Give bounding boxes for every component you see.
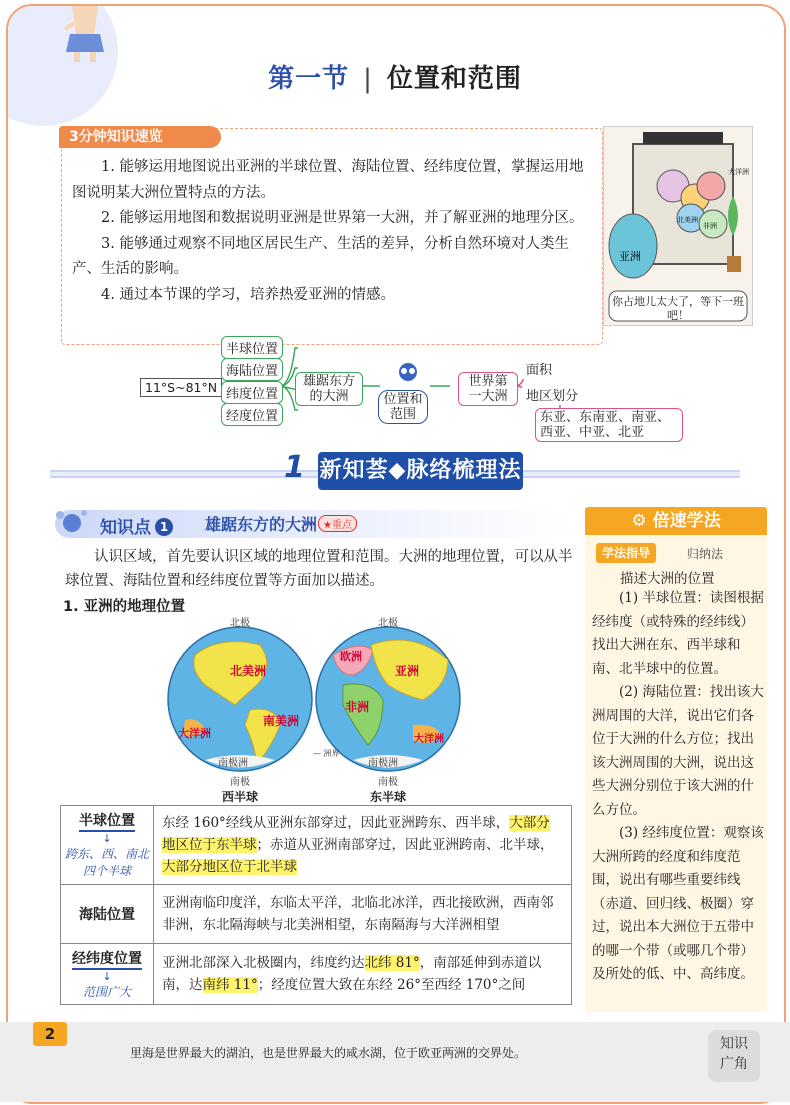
sidebar-tag: 学法指导 bbox=[596, 543, 656, 563]
table-row bbox=[61, 806, 572, 885]
footer-fact: 里海是世界最大的湖泊，也是世界最大的咸水湖，位于欧亚两洲的交界处。 bbox=[130, 1046, 527, 1060]
sidebar-text bbox=[592, 587, 764, 987]
west-label: 大洋洲 bbox=[178, 727, 211, 740]
sidebar-title: 描述大洲的位置 bbox=[620, 571, 715, 587]
row-head: 经纬度位置 bbox=[72, 948, 142, 970]
title-separator: | bbox=[363, 64, 373, 94]
mindmap-position: 经度位置 bbox=[221, 403, 283, 426]
east-label: 非洲 bbox=[345, 700, 370, 714]
mindmap-position: 半球位置 bbox=[221, 336, 283, 359]
table-head-cell: 半球位置 ↓ 跨东、西、南北四个半球 bbox=[61, 806, 154, 885]
sidebar-paragraph: (2) 海陆位置：找出该大洲周围的大洋，说出它们各位于大洲的什么方位；找出该大洲周围的大洲，说出这些大洲分别位于该大洲的什么方位。 bbox=[592, 684, 764, 818]
west-label: 南极洲 bbox=[218, 758, 248, 769]
mindmap-position: 海陆位置 bbox=[221, 358, 283, 381]
highlight-text: 大部分地区位于北半球 bbox=[162, 859, 297, 875]
east-label: 亚洲 bbox=[395, 664, 420, 678]
overview-item: 4. 通过本节课的学习，培养热爱亚洲的情感。 bbox=[101, 286, 395, 303]
sidebar-header: ⚙ 倍速学法 bbox=[585, 507, 767, 535]
page-number: 2 bbox=[33, 1022, 67, 1046]
mindmap-regions-label: 地区划分 bbox=[522, 384, 582, 405]
footer-tag-line: 知识 bbox=[720, 1036, 748, 1052]
east-label: 南极洲 bbox=[368, 758, 398, 769]
cell-text: ；赤道从亚洲南部穿过，因此亚洲跨南、北半球， bbox=[256, 837, 554, 853]
highlight-text: 北纬 81° bbox=[364, 955, 420, 971]
mindmap-largest: 世界第一大洲 bbox=[458, 372, 518, 406]
mindmap-center: 位置和范围 bbox=[378, 390, 428, 424]
highlight-text: 南纬 11° bbox=[202, 977, 258, 993]
kp-number: 1 bbox=[155, 518, 173, 536]
footer-tag-line: 广角 bbox=[720, 1056, 748, 1072]
table-row bbox=[61, 885, 572, 944]
handwritten-note: 范围广大 bbox=[82, 985, 131, 999]
east-label: 大洋洲 bbox=[414, 734, 444, 745]
sidebar-header-text: 倍速学法 bbox=[652, 511, 721, 531]
banner-number: 1 bbox=[284, 450, 305, 485]
east-south-pole: 南极 bbox=[378, 777, 398, 788]
west-label: 北美洲 bbox=[230, 664, 267, 678]
overview-item: 1. 能够运用地图说出亚洲的半球位置、海陆位置、经纬度位置，掌握运用地图说明某大洲位置特点的方法。 bbox=[72, 159, 584, 201]
footer-tag bbox=[708, 1030, 760, 1082]
western-hemisphere-globe bbox=[165, 625, 320, 775]
table-cell: 亚洲南临印度洋，东临太平洋，北临北冰洋，西北接欧洲，西南邻非洲，东北隔海峡与北美洲相望，东南隔海与大洋洲相望 bbox=[154, 885, 572, 944]
intro-paragraph: 认识区域，首先要认识区域的地理位置和范围。大洲的地理位置，可以从半球位置、海陆位置和经纬度位置等方面加以描述。 bbox=[65, 549, 573, 589]
overview-item: 2. 能够运用地图和数据说明亚洲是世界第一大洲，并了解亚洲的地理分区。 bbox=[101, 210, 584, 226]
sign-oceania: 大洋洲 bbox=[728, 168, 749, 176]
row-head: 半球位置 bbox=[79, 810, 135, 832]
mindmap-regions: 东亚、东南亚、南亚、西亚、中亚、北亚 bbox=[535, 408, 683, 442]
highlight-text: 大部分地区位于东半球 bbox=[162, 815, 550, 853]
table-head-cell: 经纬度位置 ↓ 范围广大 bbox=[61, 944, 154, 1005]
west-label: 南美洲 bbox=[263, 714, 300, 728]
table-cell bbox=[154, 944, 572, 1005]
sign-na: 北美洲 bbox=[677, 216, 698, 224]
west-south-pole: 南极 bbox=[230, 777, 250, 788]
overview-text bbox=[72, 155, 597, 308]
sidebar-method: 归纳法 bbox=[687, 547, 724, 561]
position-table bbox=[60, 805, 572, 1005]
sign-asia: 亚洲 bbox=[619, 250, 641, 263]
sidebar-paragraph: (3) 经纬度位置：观察该大洲所跨的经度和纬度范围，说出有哪些重要纬线（赤道、回归线、极圈）穿过，说出本大洲位于五带中的哪一个带（或哪几个带）及所处的低、中、高纬度。 bbox=[592, 825, 764, 982]
intro-text bbox=[65, 545, 580, 593]
sidebar-paragraph: (1) 半球位置：读图根据经纬度（或特殊的经纬线）找出大洲在东、西半球和南、北半球中的位置。 bbox=[592, 590, 764, 677]
section-number: 第一节 bbox=[268, 64, 350, 94]
legend-text: 洲界 bbox=[323, 749, 340, 758]
overview-tag: 3分钟知识速览 bbox=[59, 126, 221, 148]
subheading: 1. 亚洲的地理位置 bbox=[63, 599, 186, 615]
east-label: 欧洲 bbox=[340, 650, 362, 663]
table-row bbox=[61, 944, 572, 1005]
east-north-pole: 北极 bbox=[378, 618, 398, 629]
mindmap-east: 雄踞东方的大洲 bbox=[295, 372, 363, 406]
cell-text: ；经度位置大致在东经 26°至西经 170°之间 bbox=[257, 977, 526, 993]
banner-title: 新知荟◆脉络梳理法 bbox=[318, 452, 523, 490]
mindmap-area: 面积 bbox=[522, 358, 556, 379]
table-cell bbox=[154, 806, 572, 885]
kp-label-text: 知识点 bbox=[100, 518, 151, 538]
mindmap-position: 纬度位置 bbox=[221, 381, 283, 404]
girl-illustration bbox=[50, 6, 120, 66]
east-caption: 东半球 bbox=[370, 790, 407, 804]
knowledge-point-label bbox=[100, 513, 173, 538]
footer bbox=[0, 1022, 790, 1102]
page-title bbox=[0, 58, 790, 95]
knowledge-point-title: 雄踞东方的大洲 bbox=[205, 515, 318, 534]
cartoon-speech: 你占地儿太大了，等下一班吧！ bbox=[612, 295, 744, 322]
key-point-badge: ★重点 bbox=[318, 515, 357, 532]
row-head: 海陆位置 bbox=[61, 885, 154, 944]
section-title: 位置和范围 bbox=[386, 64, 522, 94]
mindmap-range: 11°S~81°N bbox=[140, 378, 222, 397]
sign-africa: 非洲 bbox=[703, 222, 717, 230]
west-north-pole: 北极 bbox=[230, 618, 250, 629]
west-caption: 西半球 bbox=[222, 790, 259, 804]
overview-item: 3. 能够通过观察不同地区居民生产、生活的差异，分析自然环境对人类生产、生活的影响。 bbox=[72, 235, 569, 277]
east-legend: — 洲界 bbox=[313, 749, 340, 758]
handwritten-note: 跨东、西、南北四个半球 bbox=[65, 847, 150, 878]
cell-text: 东经 160°经线从亚洲东部穿过，因此亚洲跨东、西半球， bbox=[162, 815, 510, 831]
cell-text: 亚洲北部深入北极圈内，纬度约达 bbox=[162, 955, 365, 971]
bubbles-icon bbox=[52, 505, 92, 541]
cell-text: ，南部延伸到赤道以南，达 bbox=[162, 955, 542, 993]
